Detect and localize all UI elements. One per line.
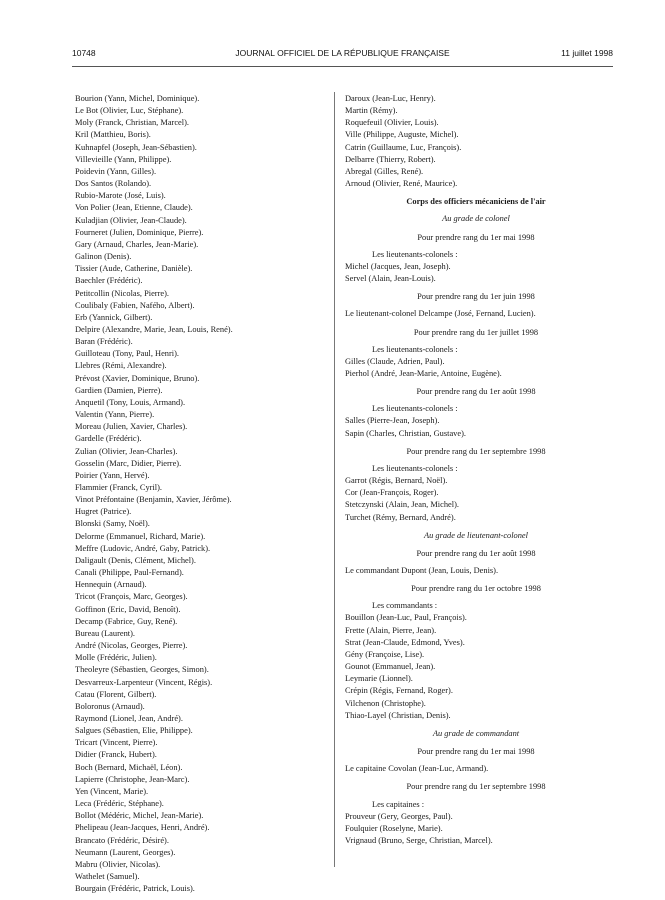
name-entry: Sapin (Charles, Christian, Gustave).: [345, 428, 466, 438]
group-label: Les commandants :: [372, 601, 438, 611]
grade-heading-lieutenant-colonel: Au grade de lieutenant-colonel: [424, 530, 528, 540]
name-entry: Salles (Pierre-Jean, Joseph).: [345, 416, 440, 426]
rank-date-heading: Pour prendre rang du 1er octobre 1998: [411, 584, 541, 594]
name-entry: Vinot Préfontaine (Benjamin, Xavier, Jérôme).: [75, 495, 232, 505]
left-column: [75, 93, 325, 895]
name-entry: Michel (Jacques, Jean, Joseph).: [345, 261, 451, 271]
name-entry: Boch (Bernard, Michaël, Léon).: [75, 762, 183, 772]
name-entry: Salgues (Sébastien, Elie, Philippe).: [75, 726, 193, 736]
name-entry: Guilloteau (Tony, Paul, Henri).: [75, 349, 179, 359]
name-entry: Leca (Frédéric, Stéphane).: [75, 799, 164, 809]
journal-title: JOURNAL OFFICIEL DE LA RÉPUBLIQUE FRANÇAISE: [235, 48, 450, 58]
name-entry: Thiao-Layel (Christian, Denis).: [345, 710, 451, 720]
issue-date: 11 juillet 1998: [561, 48, 613, 58]
name-entry: Neumann (Laurent, Georges).: [75, 847, 176, 857]
name-entry: Raymond (Lionel, Jean, André).: [75, 713, 183, 723]
name-entry: Decamp (Fabrice, Guy, René).: [75, 616, 178, 626]
name-entry: Crépin (Régis, Fernand, Roger).: [345, 686, 453, 696]
group-label: Les lieutenants-colonels :: [372, 344, 458, 354]
promotion-line: Le lieutenant-colonel Delcampe (José, Fernand, Lucien).: [345, 309, 536, 319]
name-entry: Prévost (Xavier, Dominique, Bruno).: [75, 373, 200, 383]
grade-heading-commandant: Au grade de commandant: [432, 728, 520, 738]
promotion-line: Le commandant Dupont (Jean, Louis, Denis).: [345, 566, 499, 575]
name-entry: André (Nicolas, Georges, Pierre).: [75, 641, 188, 651]
name-entry: Leymarie (Lionnel).: [345, 674, 413, 684]
name-entry: Meffre (Ludovic, André, Gaby, Patrick).: [75, 543, 211, 553]
name-entry: Abregal (Gilles, René).: [345, 166, 424, 176]
name-entry: Baran (Frédéric).: [75, 337, 133, 347]
name-entry: Bureau (Laurent).: [75, 628, 135, 638]
name-entry: Anquetil (Tony, Louis, Armand).: [75, 397, 186, 407]
name-list: [345, 475, 607, 524]
name-entry: Le Bot (Olivier, Luc, Stéphane).: [75, 106, 184, 116]
name-entry: Roquefeuil (Olivier, Louis).: [345, 118, 439, 128]
rank-date-heading: Pour prendre rang du 1er août 1998: [416, 548, 536, 558]
name-entry: Gardien (Damien, Pierre).: [75, 385, 163, 395]
name-entry: Boloronus (Arnaud).: [75, 701, 145, 711]
name-entry: Catau (Florent, Gilbert).: [75, 689, 157, 699]
name-entry: Coulibaly (Fabien, Nafého, Albert).: [75, 300, 195, 310]
name-entry: Moly (Franck, Christian, Marcel).: [75, 118, 189, 128]
name-entry: Desvarreux-Larpenteur (Vincent, Régis).: [75, 677, 213, 687]
name-entry: Ville (Philippe, Auguste, Michel).: [345, 130, 459, 140]
name-entry: Canali (Philippe, Paul-Fernand).: [75, 568, 184, 578]
name-entry: Daroux (Jean-Luc, Henry).: [345, 94, 436, 103]
name-entry: Delorme (Emmanuel, Richard, Marie).: [75, 531, 206, 541]
name-entry: Flammier (Franck, Cyril).: [75, 483, 162, 492]
name-entry: Tricart (Vincent, Pierre).: [75, 738, 158, 748]
name-entry: Brancato (Frédéric, Désiré).: [75, 835, 169, 845]
name-list: [345, 811, 607, 847]
name-entry: Poidevin (Yann, Gilles).: [75, 166, 157, 176]
header-rule: [72, 66, 613, 67]
name-entry: Goffinon (Eric, David, Benoît).: [75, 604, 181, 614]
name-entry: Gény (Françoise, Lise).: [345, 649, 425, 659]
name-entry: Cor (Jean-François, Roger).: [345, 488, 439, 498]
name-entry: Llebres (Rémi, Alexandre).: [75, 361, 167, 371]
name-entry: Tissier (Aude, Catherine, Danièle).: [75, 264, 193, 274]
name-entry: Moreau (Julien, Xavier, Charles).: [75, 422, 188, 432]
name-entry: Kuhnapfel (Joseph, Jean-Sébastien).: [75, 142, 197, 152]
name-entry: Erb (Yannick, Gilbert).: [75, 312, 153, 322]
name-entry: Wathelet (Samuel).: [75, 872, 140, 881]
name-entry: Von Polier (Jean, Etienne, Claude).: [75, 203, 193, 213]
name-entry: Vrignaud (Bruno, Serge, Christian, Marcel).: [345, 835, 493, 845]
name-entry: Gosselin (Marc, Didier, Pierre).: [75, 458, 182, 468]
promotion-line: Le capitaine Covolan (Jean-Luc, Armand).: [345, 764, 489, 774]
name-entry: Petitcollin (Nicolas, Pierre).: [75, 288, 169, 298]
group-label: Les lieutenants-colonels :: [372, 404, 458, 414]
name-entry: Hennequin (Arnaud).: [75, 580, 147, 590]
name-entry: Didier (Franck, Hubert).: [75, 750, 157, 760]
right-column: [345, 93, 607, 847]
name-entry: Lapierre (Christophe, Jean-Marc).: [75, 774, 190, 784]
name-entry: Blonski (Samy, Noël).: [75, 519, 150, 529]
name-entry: Garrot (Régis, Bernard, Noël).: [345, 476, 448, 486]
name-entry: Galinon (Denis).: [75, 252, 132, 262]
group-label: Les capitaines :: [372, 799, 425, 809]
name-entry: Rubio-Marote (José, Luis).: [75, 191, 166, 201]
name-entry: Frette (Alain, Pierre, Jean).: [345, 625, 437, 635]
name-entry: Poirier (Yann, Hervé).: [75, 470, 150, 480]
page-number: 10748: [72, 48, 96, 58]
rank-date-heading: Pour prendre rang du 1er septembre 1998: [406, 782, 546, 792]
corps-title: Corps des officiers mécaniciens de l'air: [406, 197, 546, 207]
name-list: [345, 415, 607, 439]
page-header: [72, 48, 613, 62]
name-entry: Tricot (François, Marc, Georges).: [75, 592, 188, 602]
name-entry: Stetczynski (Alain, Jean, Michel).: [345, 500, 459, 510]
column-divider: [334, 92, 335, 867]
name-entry: Arnoud (Olivier, René, Maurice).: [345, 179, 458, 189]
name-entry: Foulquier (Roselyne, Marie).: [345, 823, 443, 833]
name-entry: Strat (Jean-Claude, Edmond, Yves).: [345, 637, 465, 647]
name-list: [345, 612, 607, 721]
rank-date-heading: Pour prendre rang du 1er août 1998: [416, 387, 536, 397]
name-entry: Zulian (Olivier, Jean-Charles).: [75, 446, 178, 456]
name-entry: Theoleyre (Sébastien, Georges, Simon).: [75, 665, 209, 675]
name-entry: Prouveur (Gery, Georges, Paul).: [345, 811, 453, 821]
name-entry: Bourgain (Frédéric, Patrick, Louis).: [75, 884, 195, 894]
grade-heading-colonel: Au grade de colonel: [442, 214, 510, 224]
name-list: [345, 356, 607, 380]
name-entry: Vilchenon (Christophe).: [345, 698, 426, 708]
name-entry: Yen (Vincent, Marie).: [75, 786, 149, 796]
rank-date-heading: Pour prendre rang du 1er mai 1998: [417, 747, 535, 757]
rank-date-heading: Pour prendre rang du 1er juillet 1998: [413, 327, 539, 337]
name-entry: Kril (Matthieu, Boris).: [75, 130, 151, 140]
name-entry: Kuladjian (Olivier, Jean-Claude).: [75, 215, 187, 225]
name-entry: Servel (Alain, Jean-Louis).: [345, 274, 436, 284]
name-entry: Delpire (Alexandre, Marie, Jean, Louis, René).: [75, 324, 233, 334]
name-entry: Baechler (Frédéric).: [75, 276, 143, 286]
name-entry: Catrin (Guillaume, Luc, François).: [345, 142, 462, 152]
name-entry: Gounot (Emmanuel, Jean).: [345, 662, 436, 672]
name-entry: Fourneret (Julien, Dominique, Pierre).: [75, 227, 204, 237]
name-entry: Gardelle (Frédéric).: [75, 434, 142, 444]
top-name-list: [345, 93, 607, 190]
name-entry: Molle (Frédéric, Julien).: [75, 653, 157, 663]
name-entry: Phelipeau (Jean-Jacques, Henri, André).: [75, 823, 210, 833]
name-entry: Pierhol (André, Jean-Marie, Antoine, Eugène).: [345, 368, 502, 378]
name-entry: Martin (Rémy).: [345, 106, 398, 116]
name-entry: Mabru (Olivier, Nicolas).: [75, 859, 161, 869]
name-entry: Bollot (Médéric, Michel, Jean-Marie).: [75, 811, 204, 821]
group-label: Les lieutenants-colonels :: [372, 463, 458, 473]
name-entry: Dos Santos (Rolando).: [75, 179, 152, 189]
name-entry: Bourion (Yann, Michel, Dominique).: [75, 94, 200, 103]
name-entry: Delbarre (Thierry, Robert).: [345, 154, 436, 164]
group-label: Les lieutenants-colonels :: [372, 249, 458, 259]
rank-date-heading: Pour prendre rang du 1er septembre 1998: [406, 446, 546, 456]
name-entry: Turchet (Rémy, Bernard, André).: [345, 512, 456, 522]
name-entry: Gilles (Claude, Adrien, Paul).: [345, 356, 445, 366]
name-entry: Bouillon (Jean-Luc, Paul, François).: [345, 613, 467, 623]
name-entry: Gary (Arnaud, Charles, Jean-Marie).: [75, 239, 199, 249]
rank-date-heading: Pour prendre rang du 1er mai 1998: [417, 232, 535, 242]
name-entry: Villevieille (Yann, Philippe).: [75, 154, 172, 164]
name-list: [345, 261, 607, 285]
name-entry: Daligault (Denis, Clément, Michel).: [75, 555, 196, 565]
rank-date-heading: Pour prendre rang du 1er juin 1998: [417, 292, 535, 302]
name-entry: Hugret (Patrice).: [75, 507, 132, 517]
name-entry: Valentin (Yann, Pierre).: [75, 410, 155, 420]
